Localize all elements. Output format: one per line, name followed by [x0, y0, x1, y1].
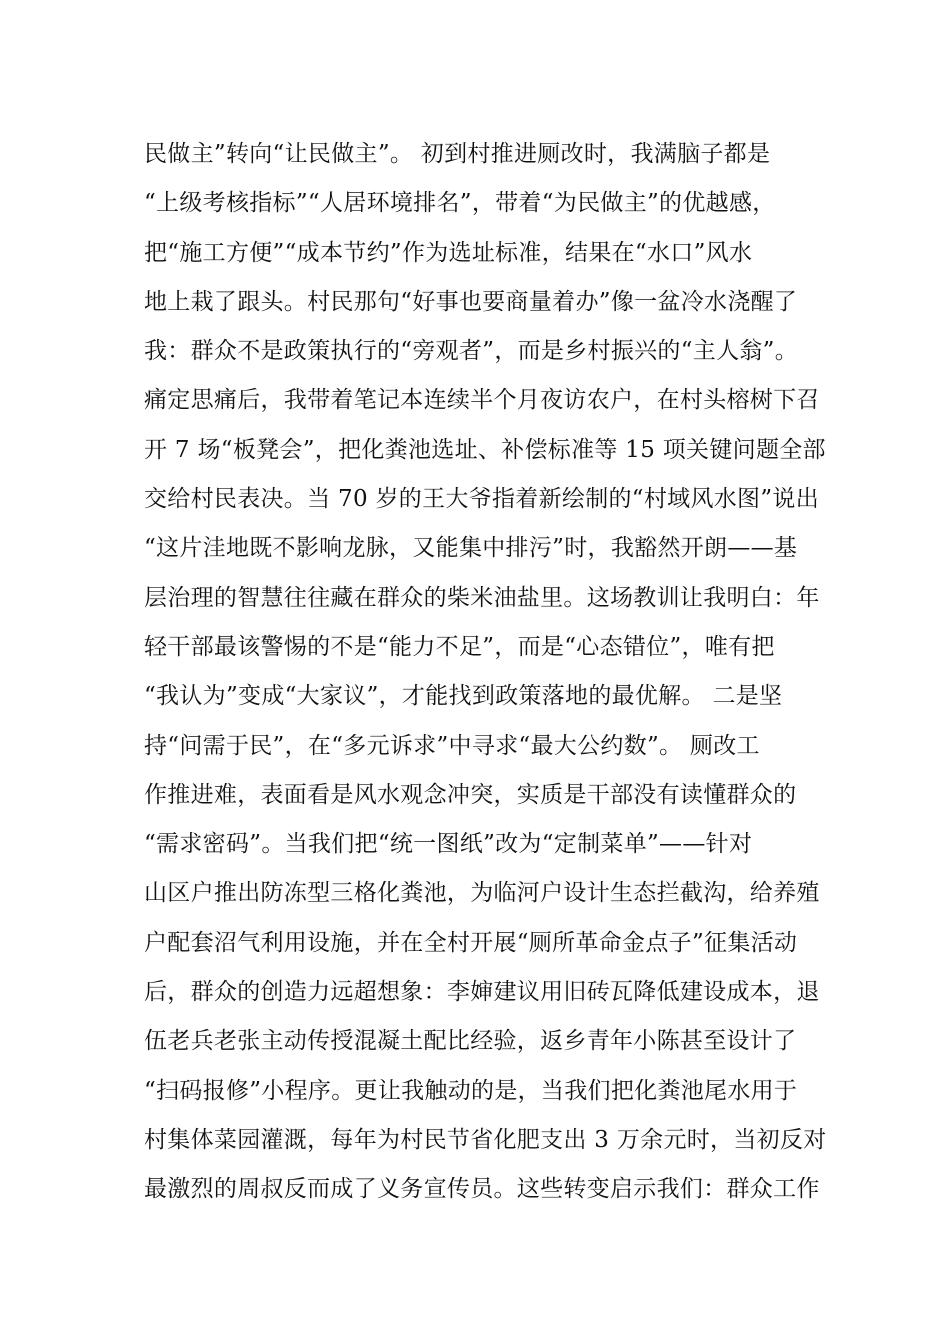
- text-line: 我：群众不是政策执行的“旁观者”，而是乡村振兴的“主人翁”。: [144, 338, 799, 365]
- text-line: 后，群众的创造力远超想象：李婶建议用旧砖瓦降低建设成本，退: [144, 979, 820, 1006]
- text-line: 轻干部最该警惕的不是“能力不足”，而是“心态错位”，唯有把: [144, 633, 775, 660]
- body-text: [144, 130, 827, 1215]
- text-line: 把“施工方便”“成本节约”作为选址标准，结果在“水口”风水: [144, 239, 753, 266]
- text-line: 户配套沼气利用设施，并在全村开展“厕所革命金点子”征集活动: [144, 929, 798, 956]
- text-line: 山区户推出防冻型三格化粪池，为临河户设计生态拦截沟，给养殖: [144, 880, 820, 907]
- text-line: “上级考核指标”“人居环境排名”，带着“为民做主”的优越感，: [144, 190, 776, 217]
- text-line: 层治理的智慧往往藏在群众的柴米油盐里。这场教训让我明白：年: [144, 584, 820, 611]
- text-line: 持“问需于民”，在“多元诉求”中寻求“最大公约数”。 厕改工: [144, 732, 760, 759]
- text-line: 开 7 场“板凳会”，把化粪池选址、补偿标准等 15 项关键问题全部: [144, 436, 826, 463]
- text-line: “我认为”变成“大家议”，才能找到政策落地的最优解。 二是坚: [144, 683, 783, 710]
- text-line: “这片洼地既不影响龙脉，又能集中排污”时，我豁然开朗——基: [144, 535, 798, 562]
- text-line: 伍老兵老张主动传授混凝土配比经验，返乡青年小陈甚至设计了: [144, 1028, 797, 1055]
- text-line: 民做主”转向“让民做主”。 初到村推进厕改时，我满脑子都是: [144, 141, 771, 167]
- text-line: “需求密码”。当我们把“统一图纸”改为“定制菜单”——针对: [144, 831, 753, 858]
- text-line: 交给村民表决。当 70 岁的王大爷指着新绘制的“村域风水图”说出: [144, 486, 820, 513]
- text-line: 痛定思痛后，我带着笔记本连续半个月夜访农户，在村头榕树下召: [144, 387, 820, 414]
- text-line: 村集体菜园灌溉，每年为村民节省化肥支出 3 万余元时，当初反对: [144, 1126, 827, 1153]
- text-line: 最激烈的周叔反而成了义务宣传员。这些转变启示我们：群众工作: [144, 1176, 820, 1203]
- text-line: 作推进难，表面看是风水观念冲突，实质是干部没有读懂群众的: [144, 781, 797, 808]
- text-line: “扫码报修”小程序。更让我触动的是，当我们把化粪池尾水用于: [144, 1077, 798, 1104]
- text-line: 地上栽了跟头。村民那句“好事也要商量着办”像一盆冷水浇醒了: [144, 288, 798, 315]
